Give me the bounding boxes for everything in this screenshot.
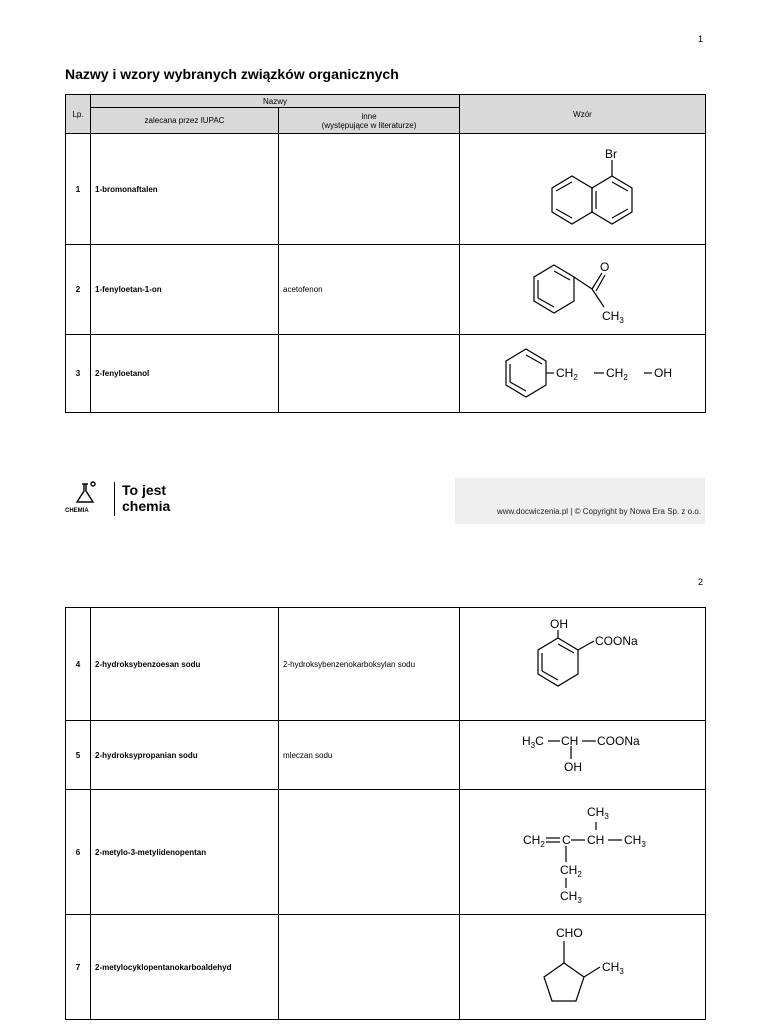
formula-2-phenylethanol	[464, 335, 710, 410]
header-inne	[279, 108, 460, 134]
formula-cell	[460, 134, 706, 245]
ch2-label	[523, 833, 545, 849]
row-iupac-name: 2-metylocyklopentanokarboaldehyd	[91, 915, 279, 1020]
formula-sodium-salicylate	[464, 608, 710, 718]
header-wzor: Wzór	[460, 95, 706, 134]
header-nazwy: Nazwy	[91, 95, 460, 108]
header-lp: Lp.	[66, 95, 91, 134]
row-lp: 6	[66, 790, 91, 915]
subscript: 2	[540, 840, 545, 849]
h-text: H	[522, 734, 531, 748]
table-row	[66, 245, 706, 335]
row-other-name	[279, 790, 460, 915]
coona-label: COONa	[595, 634, 638, 648]
row-lp: 7	[66, 915, 91, 1020]
row-other-name: mleczan sodu	[279, 721, 460, 790]
ch-text: CH	[560, 889, 578, 903]
brand-line1: To jest	[122, 482, 167, 498]
table-row	[66, 790, 706, 915]
table-row	[66, 915, 706, 1020]
methyl-label	[560, 889, 582, 905]
formula-cell	[460, 721, 706, 790]
compounds-table-1	[65, 94, 706, 413]
ch2-label	[560, 863, 582, 879]
subscript: 2	[573, 373, 578, 382]
row-iupac-name: 1-bromonaftalen	[91, 134, 279, 245]
ch-label: CH	[587, 833, 605, 847]
row-other-name: 2-hydroksybenzenokarboksylan sodu	[279, 608, 460, 721]
header-inne-line1: inne	[361, 111, 377, 121]
coona-label: COONa	[597, 734, 640, 748]
formula-2-methyl-3-methylidenepentane	[464, 790, 710, 912]
table-row	[66, 721, 706, 790]
ch-text: CH	[560, 863, 578, 877]
row-other-name	[279, 134, 460, 245]
brand-logo-text	[122, 482, 170, 514]
subscript: 3	[619, 967, 624, 976]
formula-cell	[460, 608, 706, 721]
ch-text: CH	[523, 833, 541, 847]
formula-cell	[460, 790, 706, 915]
ch-text: CH	[556, 366, 574, 380]
c-label: C	[562, 833, 571, 847]
formula-cell	[460, 915, 706, 1020]
table-row	[66, 134, 706, 245]
c-text: C	[535, 734, 544, 748]
ch-text: CH	[624, 833, 642, 847]
row-lp: 2	[66, 245, 91, 335]
row-other-name: acetofenon	[279, 245, 460, 335]
row-lp: 3	[66, 335, 91, 413]
row-iupac-name: 2-fenyloetanol	[91, 335, 279, 413]
brand-line2: chemia	[122, 498, 171, 514]
copyright-text: www.docwiczenia.pl | © Copyright by Nowa Era Sp. z o.o.	[496, 507, 701, 516]
page-number: 2	[698, 577, 704, 587]
ch2-label	[556, 366, 578, 382]
footer-banner	[455, 478, 705, 524]
methyl-label	[602, 960, 624, 976]
ch-text: CH	[606, 366, 624, 380]
ch2-label	[606, 366, 628, 382]
formula-2-methylcyclopentanecarbaldehyde	[464, 915, 710, 1017]
formula-acetophenone	[464, 245, 710, 332]
formula-cell	[460, 245, 706, 335]
row-iupac-name: 2-hydroksypropanian sodu	[91, 721, 279, 790]
flask-icon	[73, 480, 105, 506]
row-iupac-name: 1-fenyloetan-1-on	[91, 245, 279, 335]
formula-sodium-lactate	[464, 721, 710, 787]
footer	[65, 478, 705, 524]
subscript: 2	[623, 373, 628, 382]
page-number: 1	[698, 34, 704, 44]
h3c-label	[522, 734, 544, 750]
formula-1-bromonaphthalene	[464, 134, 710, 242]
subscript: 3	[619, 316, 624, 325]
ch-text: CH	[602, 309, 620, 323]
row-lp: 4	[66, 608, 91, 721]
hydroxyl-label: OH	[654, 366, 673, 380]
row-iupac-name: 2-metylo-3-metylidenopentan	[91, 790, 279, 915]
page-title: Nazwy i wzory wybranych związków organicznych	[65, 66, 399, 82]
methyl-label	[602, 309, 624, 325]
logo-divider	[114, 482, 115, 516]
ch-label: CH	[561, 734, 579, 748]
subscript: 3	[604, 812, 609, 821]
table-row	[66, 608, 706, 721]
cho-label: CHO	[556, 926, 583, 940]
header-inne-line2: (występujące w literaturze)	[321, 120, 417, 130]
brand-small: CHEMIA	[65, 508, 89, 514]
row-iupac-name: 2-hydroksybenzoesan sodu	[91, 608, 279, 721]
row-other-name	[279, 915, 460, 1020]
row-lp: 5	[66, 721, 91, 790]
subscript: 3	[641, 840, 646, 849]
row-lp: 1	[66, 134, 91, 245]
atom-br: Br	[605, 147, 618, 161]
subscript: 3	[530, 741, 536, 750]
ch-text: CH	[602, 960, 620, 974]
subscript: 2	[577, 870, 582, 879]
atom-o: O	[600, 260, 610, 274]
ch-text: CH	[587, 805, 605, 819]
header-iupac: zalecana przez IUPAC	[91, 108, 279, 134]
table-row	[66, 335, 706, 413]
methyl-label	[587, 805, 609, 821]
formula-cell	[460, 335, 706, 413]
compounds-table-2	[65, 607, 706, 1020]
hydroxyl-label: OH	[564, 760, 582, 774]
methyl-label	[624, 833, 646, 849]
row-other-name	[279, 335, 460, 413]
hydroxyl-label: OH	[550, 617, 568, 631]
subscript: 3	[577, 896, 582, 905]
